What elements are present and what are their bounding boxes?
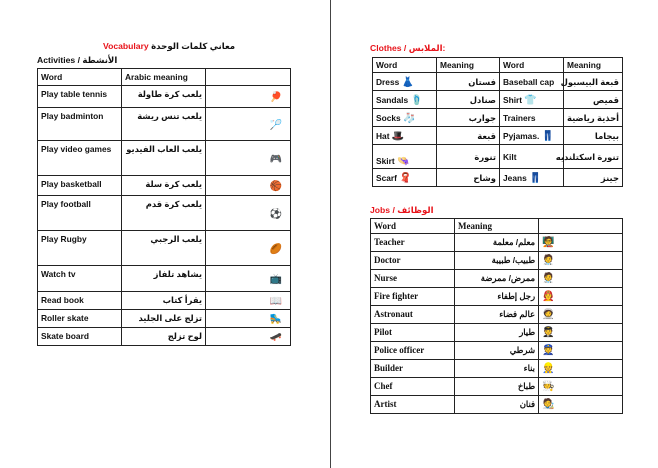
job-word: Fire fighter	[371, 288, 455, 306]
header-word: Word	[373, 58, 437, 73]
jobs-header-row	[371, 219, 623, 234]
nurse-icon: 🧑‍⚕️	[542, 273, 555, 284]
header-picture	[539, 219, 623, 234]
activity-word: Skate board	[38, 328, 122, 346]
jobs-section-title: Jobs / الوظائف	[370, 205, 434, 215]
clothing-icon: 👕	[524, 94, 537, 106]
job-word: Police officer	[371, 342, 455, 360]
activity-picture	[206, 141, 291, 176]
police-officer-icon: 👮	[542, 345, 555, 356]
clothes-word-text: Shirt	[503, 94, 523, 105]
table-tennis-icon: 🏓	[269, 92, 282, 103]
activity-row	[38, 310, 291, 328]
activity-meaning: يلعب الرجبي	[122, 231, 206, 266]
activity-picture	[206, 86, 291, 108]
clothes-word	[373, 145, 437, 169]
job-word: Pilot	[371, 324, 455, 342]
clothes-section-title: Clothes / الملابس:	[370, 43, 446, 53]
job-picture	[539, 270, 623, 288]
job-picture	[539, 306, 623, 324]
job-meaning: شرطي	[455, 342, 539, 360]
clothing-icon: 👖	[529, 172, 542, 184]
job-row	[371, 378, 623, 396]
header-word-2: Word	[500, 58, 564, 73]
clothing-icon: 👒	[396, 156, 410, 167]
activity-meaning: يلعب تنس ريشة	[122, 108, 206, 141]
clothes-word-text: Hat	[376, 130, 390, 141]
clothes-word-text: Trainers	[503, 112, 536, 123]
clothing-icon: 🧦	[403, 112, 416, 124]
clothes-meaning-2: بيجاما	[564, 127, 623, 145]
job-word: Teacher	[371, 234, 455, 252]
job-picture	[539, 342, 623, 360]
activity-picture	[206, 196, 291, 231]
vocabulary-title-english: Vocabulary	[103, 41, 149, 51]
job-meaning: طباخ	[455, 378, 539, 396]
clothes-row	[373, 169, 623, 187]
job-picture	[539, 378, 623, 396]
clothes-word	[373, 127, 437, 145]
activity-word: Play football	[38, 196, 122, 231]
job-row	[371, 288, 623, 306]
activity-meaning: يشاهد تلفاز	[122, 266, 206, 292]
activity-row	[38, 176, 291, 196]
job-row	[371, 396, 623, 414]
activity-picture	[206, 231, 291, 266]
header-picture	[206, 69, 291, 86]
job-meaning: فنان	[455, 396, 539, 414]
artist-icon: 🧑‍🎨	[542, 399, 555, 410]
football-icon: ⚽	[269, 208, 282, 220]
jobs-table	[370, 218, 623, 414]
clothes-word-text: Baseball cap	[503, 76, 555, 87]
job-picture	[539, 360, 623, 378]
job-row	[371, 252, 623, 270]
activity-row	[38, 108, 291, 141]
activity-meaning: يلعب كرة طاولة	[122, 86, 206, 108]
job-row	[371, 360, 623, 378]
clothes-word-text: Sandals	[376, 94, 409, 105]
activity-word: Play video games	[38, 141, 122, 176]
activity-meaning: يلعب كرة قدم	[122, 196, 206, 231]
clothes-row	[373, 109, 623, 127]
basketball-icon: 🏀	[269, 181, 282, 192]
clothes-meaning: فستان	[437, 73, 500, 91]
job-meaning: معلم/ معلمة	[455, 234, 539, 252]
clothes-header-row	[373, 58, 623, 73]
chef-icon: 🧑‍🍳	[542, 381, 555, 392]
clothes-word	[373, 91, 437, 109]
clothes-meaning-2: تنورة اسكتلنديه	[564, 145, 623, 169]
job-picture	[539, 288, 623, 306]
clothes-word-2	[500, 73, 564, 91]
clothing-icon: 🎩	[391, 130, 405, 142]
clothes-table	[372, 57, 623, 187]
activity-row	[38, 231, 291, 266]
job-picture	[539, 396, 623, 414]
watch-tv-icon: 📺	[269, 274, 282, 285]
clothing-icon: 🩴	[410, 94, 423, 106]
activity-row	[38, 266, 291, 292]
clothing-icon: 👗	[401, 76, 415, 88]
clothes-word-text: Dress	[376, 76, 400, 87]
clothes-row	[373, 91, 623, 109]
activity-picture	[206, 292, 291, 310]
clothes-word-text: Pyjamas.	[503, 130, 540, 141]
header-arabic-meaning: Arabic meaning	[122, 69, 206, 86]
activity-word: Play basketball	[38, 176, 122, 196]
activities-header-row	[38, 69, 291, 86]
clothes-word-2	[500, 91, 564, 109]
clothes-meaning-2: قميص	[564, 91, 623, 109]
header-word: Word	[38, 69, 122, 86]
job-row	[371, 306, 623, 324]
skateboard-icon: 🛹	[269, 332, 282, 343]
clothes-word-text: Skirt	[376, 156, 395, 166]
activity-picture	[206, 108, 291, 141]
clothing-icon: 👖	[541, 130, 555, 142]
astronaut-icon: 🧑‍🚀	[542, 309, 555, 320]
clothes-word-text: Scarf	[376, 172, 397, 183]
job-meaning: طيار	[455, 324, 539, 342]
clothes-word-2	[500, 169, 564, 187]
activity-row	[38, 86, 291, 108]
job-row	[371, 342, 623, 360]
activities-table	[37, 68, 291, 346]
clothes-meaning-2: قبعة البيسبول	[564, 73, 623, 91]
vocabulary-title	[103, 41, 235, 52]
job-word: Astronaut	[371, 306, 455, 324]
clothes-word-text: Socks	[376, 112, 401, 123]
job-word: Builder	[371, 360, 455, 378]
clothing-icon: 🧣	[399, 172, 412, 184]
job-row	[371, 234, 623, 252]
activity-word: Play badminton	[38, 108, 122, 141]
clothes-meaning-2: أحذية رياضية	[564, 109, 623, 127]
activity-picture	[206, 310, 291, 328]
header-meaning: Meaning	[437, 58, 500, 73]
roller-skate-icon: 🛼	[269, 314, 282, 325]
clothes-word	[373, 109, 437, 127]
clothes-word	[373, 73, 437, 91]
activity-row	[38, 196, 291, 231]
activity-meaning: يقرأ كتاب	[122, 292, 206, 310]
clothes-row	[373, 145, 623, 169]
teacher-icon: 🧑‍🏫	[542, 237, 555, 248]
activity-row	[38, 292, 291, 310]
job-picture	[539, 324, 623, 342]
clothes-meaning: صنادل	[437, 91, 500, 109]
activity-picture	[206, 266, 291, 292]
job-meaning: ممرض/ ممرضة	[455, 270, 539, 288]
job-picture	[539, 234, 623, 252]
clothes-meaning: قبعة	[437, 127, 500, 145]
activities-section-title: Activities / الأنشطة	[37, 55, 118, 65]
activity-row	[38, 328, 291, 346]
activity-word: Read book	[38, 292, 122, 310]
activity-word: Play Rugby	[38, 231, 122, 266]
builder-icon: 👷	[542, 363, 555, 374]
job-word: Chef	[371, 378, 455, 396]
activity-meaning: يلعب العاب الفيديو	[122, 141, 206, 176]
activity-word: Roller skate	[38, 310, 122, 328]
job-meaning: رجل إطفاء	[455, 288, 539, 306]
book-icon: 📖	[269, 296, 282, 307]
clothes-word-2	[500, 109, 564, 127]
activity-meaning: لوح تزلج	[122, 328, 206, 346]
badminton-icon: 🏸	[269, 119, 282, 131]
clothes-word	[373, 169, 437, 187]
clothes-meaning-2: جينز	[564, 169, 623, 187]
clothes-row	[373, 73, 623, 91]
clothes-meaning: تنورة	[437, 145, 500, 169]
header-word: Word	[371, 219, 455, 234]
clothes-meaning: جوارب	[437, 109, 500, 127]
clothes-word-text: Kilt	[503, 151, 517, 162]
job-word: Nurse	[371, 270, 455, 288]
activity-meaning: يلعب كرة سلة	[122, 176, 206, 196]
job-row	[371, 270, 623, 288]
job-meaning: طبيب/ طبيبة	[455, 252, 539, 270]
activity-picture	[206, 176, 291, 196]
activity-picture	[206, 328, 291, 346]
firefighter-icon: 🧑‍🚒	[542, 291, 555, 302]
doctor-icon: 🧑‍⚕️	[542, 255, 555, 266]
activity-meaning: تزلج على الجليد	[122, 310, 206, 328]
clothes-word-text: Jeans	[503, 172, 527, 183]
job-row	[371, 324, 623, 342]
activity-word: Watch tv	[38, 266, 122, 292]
clothes-meaning: وشاح	[437, 169, 500, 187]
header-meaning: Meaning	[455, 219, 539, 234]
pilot-icon: 🧑‍✈️	[542, 327, 555, 338]
video-games-icon: 🎮	[269, 153, 282, 165]
job-word: Doctor	[371, 252, 455, 270]
vocabulary-title-arabic: معاني كلمات الوحدة	[151, 41, 236, 51]
header-meaning-2: Meaning	[564, 58, 623, 73]
job-meaning: بناء	[455, 360, 539, 378]
job-word: Artist	[371, 396, 455, 414]
clothes-word-2	[500, 127, 564, 145]
clothes-row	[373, 127, 623, 145]
job-picture	[539, 252, 623, 270]
rugby-icon: 🏉	[269, 243, 282, 255]
job-meaning: عالم فضاء	[455, 306, 539, 324]
clothes-word-2	[500, 145, 564, 169]
activity-word: Play table tennis	[38, 86, 122, 108]
activity-row	[38, 141, 291, 176]
